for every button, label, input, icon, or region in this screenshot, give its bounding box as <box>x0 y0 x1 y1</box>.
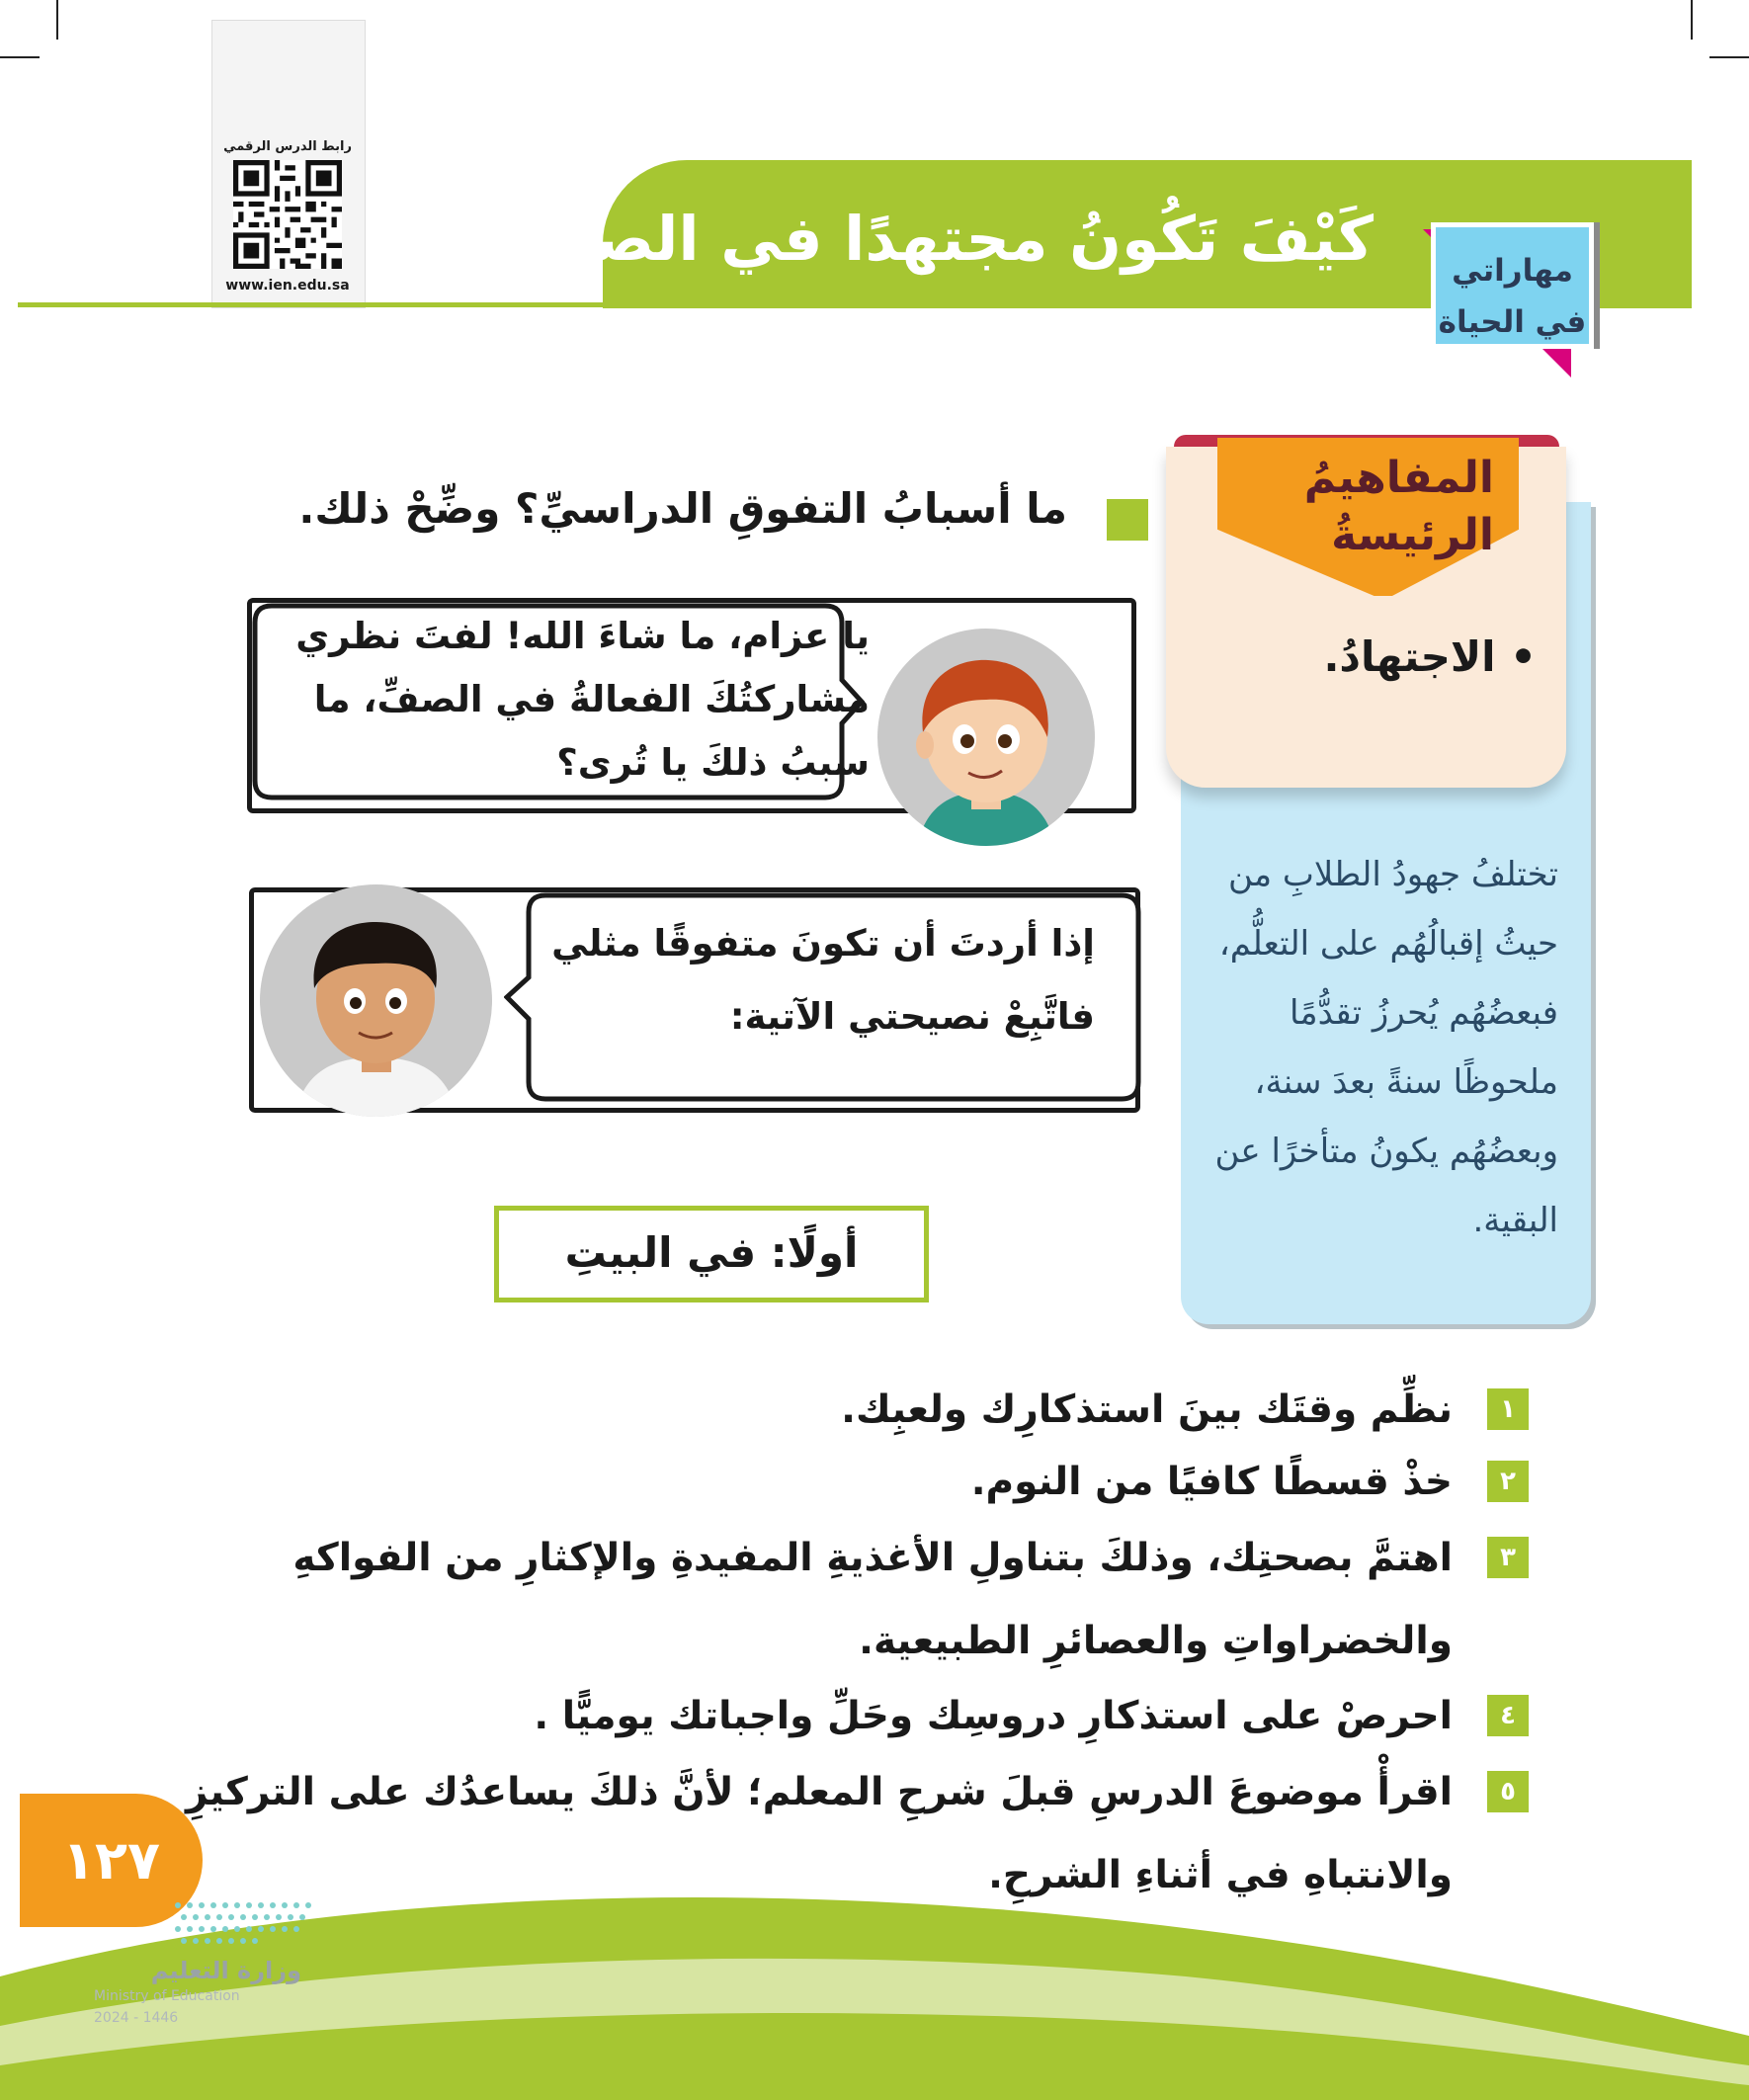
tip-number-5: ٥ <box>1487 1771 1529 1812</box>
speech-text-1: يا عزام، ما شاءَ الله! لفتَ نظري مشاركتُكَ الفعالةُ في الصفِّ، ما سببُ ذلكَ يا تُرى؟ <box>295 615 870 784</box>
crop-mark <box>0 56 40 58</box>
red-hair-boy-icon <box>877 629 1095 846</box>
skills-badge <box>1431 222 1594 349</box>
concept-item: • الاجتهادُ. <box>1323 632 1537 681</box>
dark-hair-boy-icon <box>260 884 492 1117</box>
section-heading-box: أولًا: في البيتِ <box>494 1206 929 1302</box>
ministry-logo-icon <box>168 1897 326 1952</box>
concept-title-line-2: الرئيسةُ <box>1331 510 1494 560</box>
skills-line-1: مهاراتي <box>1452 253 1573 289</box>
tip-text-4: احرصْ على استذكارِ دروسِك وحَلِّ واجباتك يوميًّا . <box>534 1694 1453 1738</box>
tip-text-1: نظِّم وقتَك بينَ استذكارِك ولعبِك. <box>841 1387 1453 1432</box>
qr-url[interactable]: www.ien.edu.sa <box>225 278 350 294</box>
concept-title <box>1217 450 1494 564</box>
boy-avatar-2 <box>260 884 492 1117</box>
side-paragraph: تختلفُ جهودُ الطلابِ من حيثُ إقبالُهُم على التعلُّم، فبعضُهُم يُحرزُ تقدُّمًا ملحوظًا سنةً بعدَ سنة، وبعضُهُم يكونُ متأخرًا عن البقية. <box>1214 855 1558 1240</box>
tip-number-1: ١ <box>1487 1388 1529 1430</box>
qr-code-icon[interactable] <box>233 160 342 269</box>
tip-text-3: اهتمَّ بصحتِك، وذلكَ بتناولِ الأغذيةِ المفيدةِ والإكثارِ من الفواكهِ والخضراواتِ والعصائرِ الطبيعية. <box>292 1536 1453 1663</box>
page-number: ١٢٧ <box>20 1794 203 1927</box>
concept-title-line-1: المفاهيمُ <box>1303 453 1494 503</box>
crop-mark <box>56 0 58 40</box>
qr-label: رابط الدرس الرقمي <box>223 139 352 154</box>
tip-number-4: ٤ <box>1487 1695 1529 1736</box>
ministry-name-en: Ministry of Education <box>94 1988 240 2004</box>
tip-text-5: اقرأْ موضوعَ الدرسِ قبلَ شرحِ المعلم؛ لأنَّ ذلكَ يساعدُك على التركيزِ والانتباهِ في أثناءِ الشرحِ. <box>185 1770 1453 1897</box>
edition-year: 2024 - 1446 <box>94 2010 179 2026</box>
question-heading: ما أسبابُ التفوقِ الدراسيِّ؟ وضِّحْ ذلك. <box>298 484 1067 533</box>
question-bullet-icon <box>1107 499 1148 541</box>
tip-number-3: ٣ <box>1487 1537 1529 1578</box>
tip-number-2: ٢ <box>1487 1461 1529 1502</box>
ministry-name-ar: وزارة التعليم <box>150 1957 301 1984</box>
boy-avatar-1 <box>877 629 1095 846</box>
page-title: كَيْفَ تَكُونُ مجتهدًا في الصف <box>522 203 1374 275</box>
speech-text-2: إذا أردتَ أن تكونَ متفوقًا مثلي فاتَّبِعْ نصيحتي الآتية: <box>551 922 1095 1038</box>
tip-text-2: خذْ قسطًا كافيًا من النوم. <box>970 1460 1453 1504</box>
crop-mark <box>1691 0 1693 40</box>
skills-line-2: في الحياة <box>1438 304 1587 340</box>
crop-mark <box>1709 56 1749 58</box>
